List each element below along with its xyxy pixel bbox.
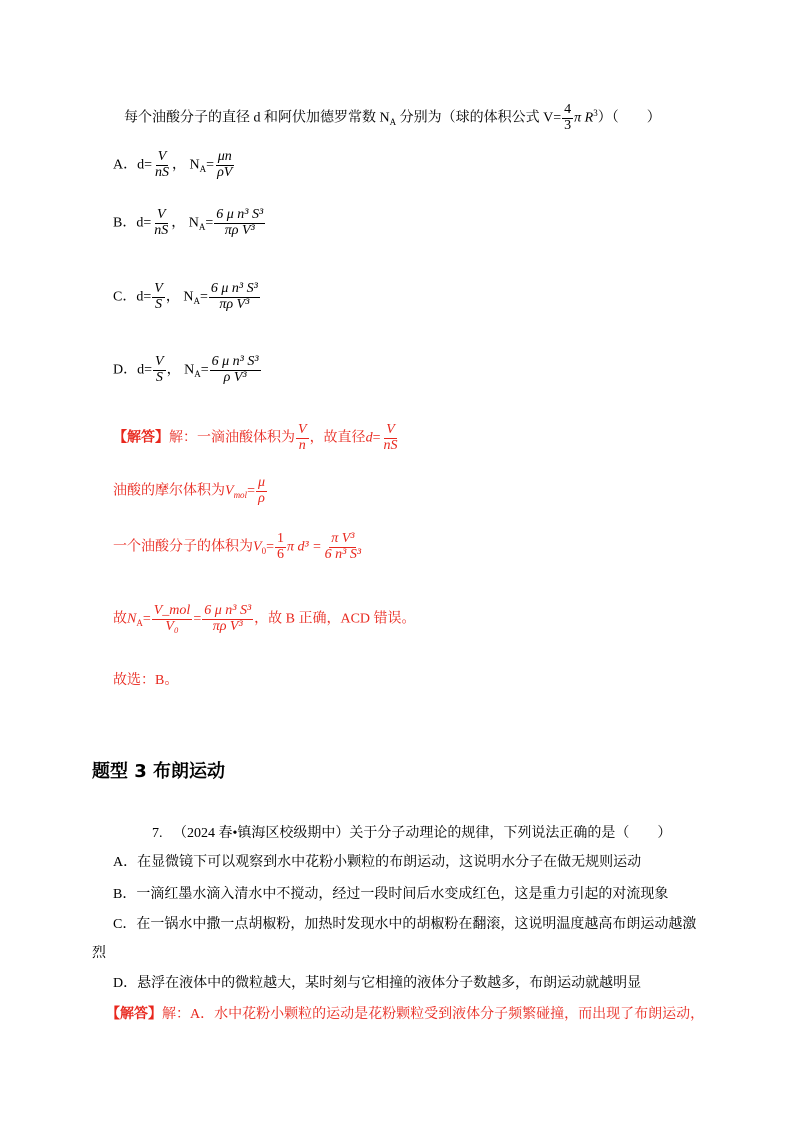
question-7-option-c: C．在一锅水中撒一点胡椒粉，加热时发现水中的胡椒粉在翻滚，这说明温度越高布朗运动越激 xyxy=(113,917,697,932)
sphere-volume-fraction: $\frac{4}{3}$ xyxy=(564,102,572,133)
question-7-answer: 【解答】解：A．水中花粉小颗粒的运动是花粉颗粒受到液体分子频繁碰撞，而出现了布朗运动， xyxy=(106,1007,705,1022)
question-7-stem: 7. （2024 春•镇海区校级期中）关于分子动理论的规律，下列说法正确的是（ ） xyxy=(152,826,672,841)
question-7-option-d: D．悬浮在液体中的微粒越大，某时刻与它相撞的液体分子数越多，布朗运动就越明显 xyxy=(113,976,642,991)
solution-line-3: 一个油酸分子的体积为$V_0=$ $\frac{1}{6}$ π d³ = $\frac{\text{π V³}}{\text{6 n³ S³}}$ xyxy=(113,531,362,562)
question-stem: 每个油酸分子的直径 d 和阿伏加德罗常数 $N_A$ 分别为（球的体积公式 V= $\frac{4}{3}$ π $R^3$）（ ） xyxy=(124,102,661,133)
question-7-option-b: B．一滴红墨水滴入清水中不搅动，经过一段时间后水变成红色，这是重力引起的对流现象 xyxy=(113,887,669,902)
solution-line-2: 油酸的摩尔体积为$V_{mol}=$ $\frac{\mu}{\rho}$ xyxy=(113,475,265,506)
option-c: C．d= $\frac{V}{S}$ ， $N_A=$ $\frac{\text{6 μ n³ S³}}{\text{πρ V³}}$ xyxy=(113,281,258,312)
option-a: A．d= $\frac{V}{nS}$ ， $N_A=$ $\frac{\mu n}{\rho V}$ xyxy=(113,149,233,180)
section-heading: 题型 3 布朗运动 xyxy=(92,761,226,782)
option-d: D．d= $\frac{V}{S}$ ， $N_A=$ $\frac{\text{6 μ n³ S³}}{\text{ρ V³}}$ xyxy=(113,354,259,385)
solution-line-4: 故$N_A=$ $\frac{\text{V\_mol}}{\text{V₀}}$ = $\frac{\text{6 μ n³ S³}}{\text{πρ V³}}$ ，故 B 正确，ACD 错误。 xyxy=(113,603,416,634)
question-7-option-c-cont: 烈 xyxy=(92,946,106,961)
solution-line-5: 故选：B。 xyxy=(113,673,179,688)
solution-line-1: 【解答】解：一滴油酸体积为 $\frac{V}{n}$ ，故直径d= $\frac{V}{nS}$ xyxy=(113,422,398,453)
option-b: B．d= $\frac{V}{nS}$ ， $N_A=$ $\frac{\text{6 μ n³ S³}}{\text{πρ V³}}$ xyxy=(113,207,264,238)
question-7-option-a: A．在显微镜下可以观察到水中花粉小颗粒的布朗运动，这说明水分子在做无规则运动 xyxy=(113,855,642,870)
